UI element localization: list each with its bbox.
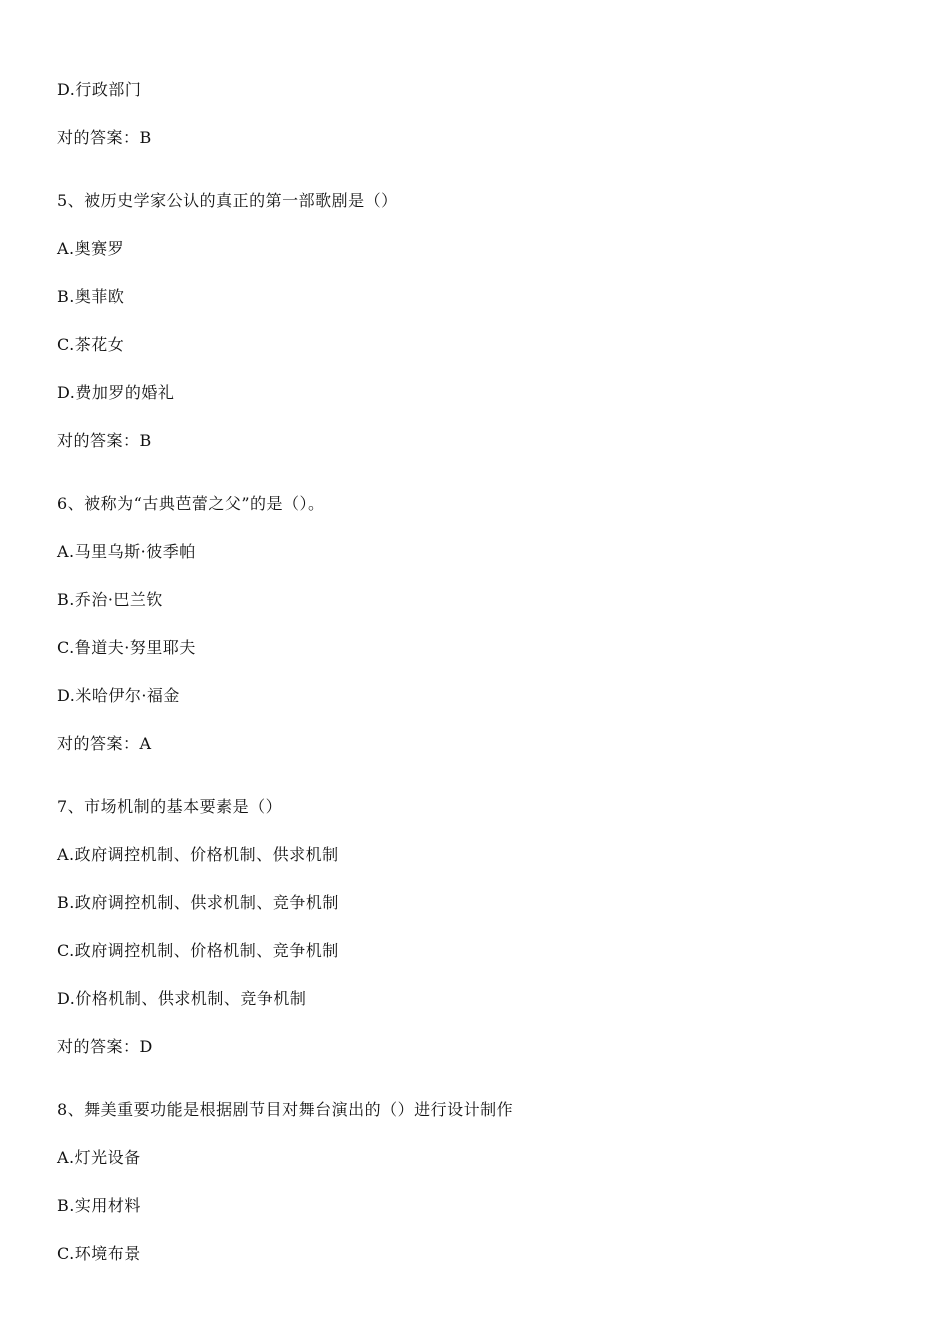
q5-option-b: B.奥菲欧 bbox=[57, 287, 125, 306]
q7-option-d: D.价格机制、供求机制、竞争机制 bbox=[57, 989, 307, 1008]
q5-option-a: A.奥赛罗 bbox=[57, 239, 125, 258]
q8-option-b: B.实用材料 bbox=[57, 1196, 141, 1215]
q6-question: 6、被称为“古典芭蕾之父”的是（）。 bbox=[57, 494, 325, 513]
q8-option-c: C.环境布景 bbox=[57, 1244, 141, 1263]
q7-option-a: A.政府调控机制、价格机制、供求机制 bbox=[57, 845, 339, 864]
q4-option-d: D.行政部门 bbox=[57, 80, 142, 99]
q7-answer: 对的答案：D bbox=[57, 1037, 153, 1056]
q7-option-c: C.政府调控机制、价格机制、竞争机制 bbox=[57, 941, 339, 960]
q5-option-c: C.茶花女 bbox=[57, 335, 125, 354]
q6-answer: 对的答案：A bbox=[57, 734, 152, 753]
q8-option-a: A.灯光设备 bbox=[57, 1148, 141, 1167]
q7-question: 7、市场机制的基本要素是（） bbox=[57, 797, 283, 816]
q8-question: 8、舞美重要功能是根据剧节目对舞台演出的（）进行设计制作 bbox=[57, 1100, 514, 1119]
q5-question: 5、被历史学家公认的真正的第一部歌剧是（） bbox=[57, 191, 398, 210]
q6-option-c: C.鲁道夫·努里耶夫 bbox=[57, 638, 196, 657]
q5-option-d: D.费加罗的婚礼 bbox=[57, 383, 175, 402]
q4-answer: 对的答案：B bbox=[57, 128, 152, 147]
q6-option-b: B.乔治·巴兰钦 bbox=[57, 590, 163, 609]
q7-option-b: B.政府调控机制、供求机制、竞争机制 bbox=[57, 893, 339, 912]
q6-option-d: D.米哈伊尔·福金 bbox=[57, 686, 180, 705]
q6-option-a: A.马里乌斯·彼季帕 bbox=[57, 542, 196, 561]
q5-answer: 对的答案：B bbox=[57, 431, 152, 450]
